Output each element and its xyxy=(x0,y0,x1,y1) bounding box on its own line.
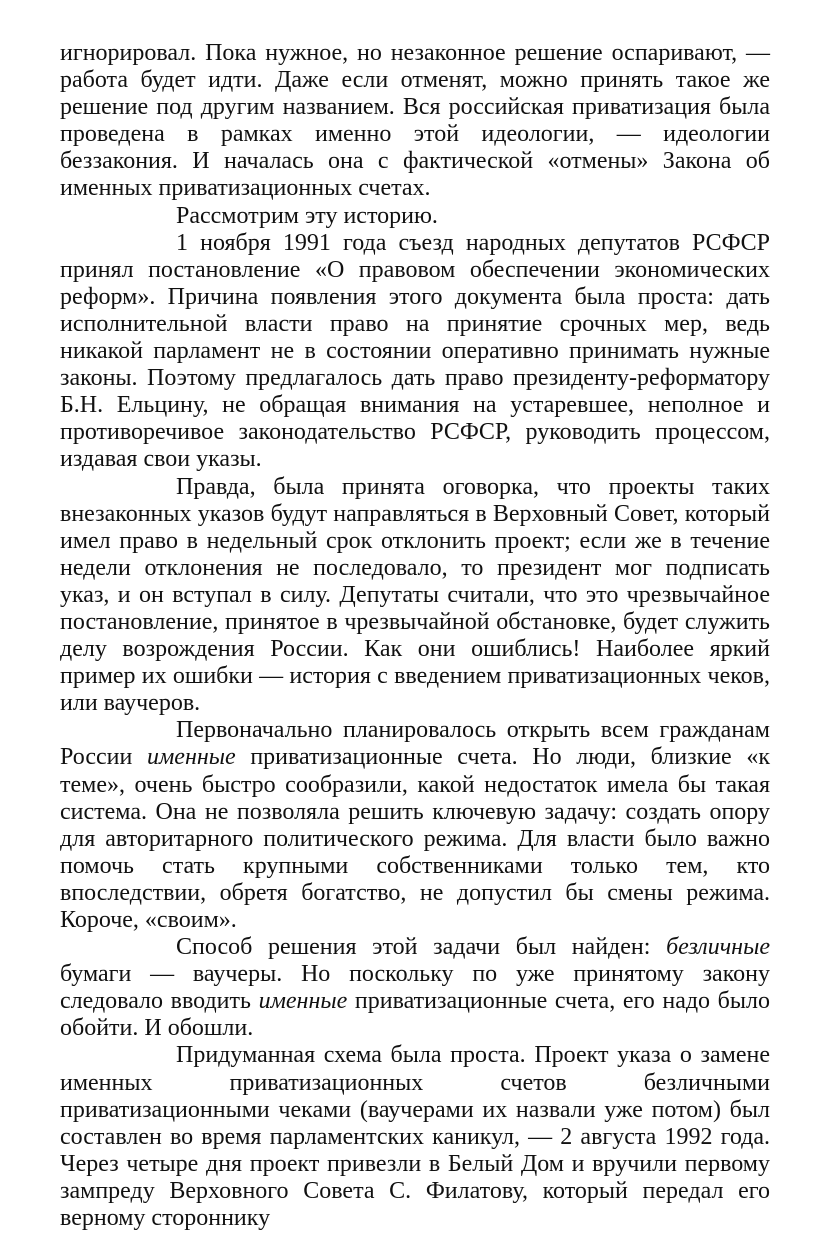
paragraph-1 xyxy=(60,40,770,203)
paragraph-6-text-b: бумаги — ваучеры. Но поскольку по уже принятому закону следовало вводить xyxy=(60,961,770,1015)
paragraph-2 xyxy=(60,203,770,230)
paragraph-5 xyxy=(60,717,770,934)
paragraph-2-text: Рассмотрим эту историю. xyxy=(176,202,438,229)
paragraph-5-text-b: приватизационные счета. Но люди, близкие «к теме», очень быстро сообразили, какой недостаток имела бы такая система. Она не позволяла решить ключевую задачу: создать опору для авторитарного политического режима. Для власти было важно помочь стать крупными собственниками только тем, кто впоследствии, обретя богатство, не допустил бы смены режима. Короче, «своим». xyxy=(60,744,770,933)
paragraph-7 xyxy=(60,1042,770,1232)
paragraph-6-italic-word-1: безличные xyxy=(666,934,770,961)
document-page xyxy=(60,40,770,1232)
paragraph-6-text-c: приватизационные счета, его надо было обойти. И обошли. xyxy=(60,988,770,1042)
paragraph-6-italic-word-2: именные xyxy=(258,988,348,1015)
paragraph-6-text-a: Способ решения этой задачи был найден: xyxy=(176,934,667,961)
paragraph-3-text: 1 ноября 1991 года съезд народных депутатов РСФСР принял постановление «О правовом обеспечении экономических реформ». Причина появления этого документа была проста: дать исполнительной власти право на принятие срочных мер, ведь никакой парламент не в состоянии оперативно принимать нужные законы. Поэтому предлагалось дать право президенту-реформатору Б.Н. Ельцину, не обращая внимания на устаревшее, неполное и противоречивое законодательство РСФСР, руководить процессом, издавая свои указы. xyxy=(60,229,770,473)
paragraph-4-text: Правда, была принята оговорка, что проекты таких внезаконных указов будут направляться в Верховный Совет, который имел право в недельный срок отклонить проект; если же в течение недели отклонения не последовало, то президент мог подписать указ, и он вступал в силу. Депутаты считали, что это чрезвычайное постановление, принятое в чрезвычайной обстановке, будет служить делу возрождения России. Как они ошиблись! Наиболее яркий пример их ошибки — история с введением приватизационных чеков, или ваучеров. xyxy=(60,473,770,717)
paragraph-5-text-a: Первоначально планировалось открыть всем гражданам России xyxy=(60,717,770,771)
paragraph-1-text: игнорировал. Пока нужное, но незаконное решение оспаривают, — работа будет идти. Даже если отменят, можно принять такое же решение под другим названием. Вся российская приватизация была проведена в рамках именно этой идеологии, — идеологии беззакония. И началась она с фактической «отмены» Закона об именных приватизационных счетах. xyxy=(60,40,770,202)
paragraph-4 xyxy=(60,474,770,718)
paragraph-3 xyxy=(60,230,770,474)
paragraph-5-italic-word: именные xyxy=(146,744,236,771)
paragraph-7-text: Придуманная схема была проста. Проект указа о замене именных приватизационных счетов безличными приватизационными чеками (ваучерами их назвали уже потом) был составлен во время парламентских каникул, — 2 августа 1992 года. Через четыре дня проект привезли в Белый Дом и вручили первому зампреду Верховного Совета С. Филатову, который передал его верному стороннику xyxy=(60,1042,770,1232)
paragraph-6 xyxy=(60,934,770,1042)
